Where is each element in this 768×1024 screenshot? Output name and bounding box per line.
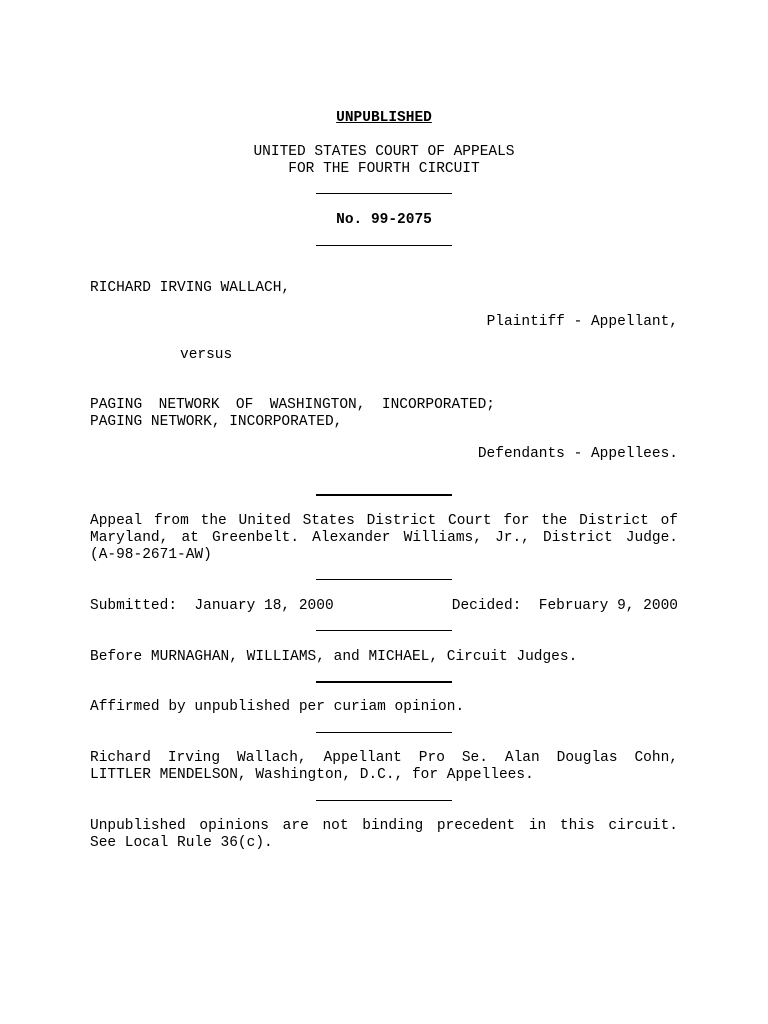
divider xyxy=(316,630,452,631)
court-name-line1: UNITED STATES COURT OF APPEALS xyxy=(253,144,515,160)
defendant-line1: PAGING NETWORK OF WASHINGTON, INCORPORATED; xyxy=(90,397,495,413)
counsel-line1: Richard Irving Wallach, Appellant Pro Se. Alan Douglas Cohn, xyxy=(90,750,678,766)
divider xyxy=(316,245,452,246)
unpublished-heading: UNPUBLISHED xyxy=(336,110,432,126)
panel-judges: Before MURNAGHAN, WILLIAMS, and MICHAEL, Circuit Judges. xyxy=(90,649,578,665)
defendant-role: Defendants - Appellees. xyxy=(477,446,678,462)
divider xyxy=(316,800,452,801)
defendant-line2: PAGING NETWORK, INCORPORATED, xyxy=(90,414,343,430)
divider xyxy=(316,579,452,580)
appeal-line3: (A-98-2671-AW) xyxy=(90,547,212,563)
versus-label: versus xyxy=(180,347,233,363)
plaintiff-role: Plaintiff - Appellant, xyxy=(486,314,678,330)
dates-row xyxy=(90,598,678,615)
notice-line2: See Local Rule 36(c). xyxy=(90,835,273,851)
decided-date: Decided: February 9, 2000 xyxy=(451,598,678,614)
case-number: No. 99-2075 xyxy=(336,212,432,228)
plaintiff-name: RICHARD IRVING WALLACH, xyxy=(90,280,291,296)
appeal-line2: Maryland, at Greenbelt. Alexander Williams, Jr., District Judge. xyxy=(90,530,678,546)
court-name-line2: FOR THE FOURTH CIRCUIT xyxy=(288,161,480,177)
divider xyxy=(316,494,452,496)
divider xyxy=(316,681,452,683)
submitted-date: Submitted: January 18, 2000 xyxy=(90,598,334,614)
notice-line1: Unpublished opinions are not binding precedent in this circuit. xyxy=(90,818,678,834)
appeal-paragraph xyxy=(90,513,678,564)
divider xyxy=(316,732,452,733)
counsel-line2: LITTLER MENDELSON, Washington, D.C., for Appellees. xyxy=(90,767,534,783)
disposition: Affirmed by unpublished per curiam opinion. xyxy=(90,699,465,715)
defendant-names xyxy=(90,397,678,431)
counsel-paragraph xyxy=(90,750,678,784)
divider xyxy=(316,193,452,194)
notice-paragraph xyxy=(90,818,678,852)
appeal-line1: Appeal from the United States District Court for the District of xyxy=(90,513,678,529)
